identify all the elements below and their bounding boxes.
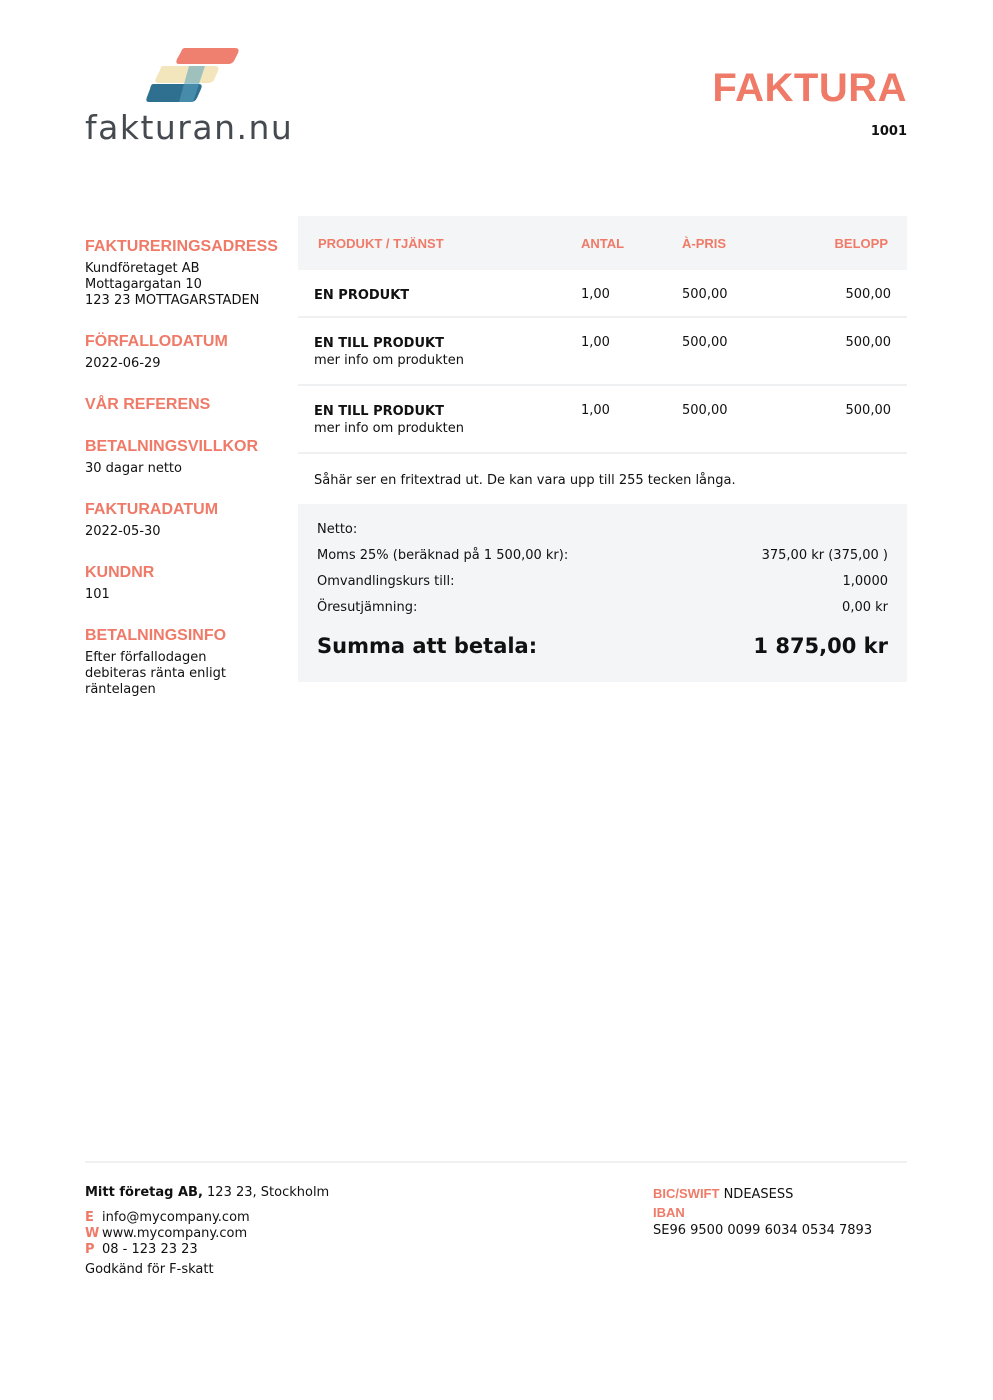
table-row bbox=[298, 386, 907, 454]
document-title: FAKTURA bbox=[712, 66, 907, 110]
info-our-reference bbox=[85, 396, 285, 414]
row-quantity: 1,00 bbox=[581, 335, 610, 350]
email-value[interactable]: info@mycompany.com bbox=[102, 1210, 250, 1225]
product-description: mer info om produkten bbox=[314, 421, 465, 436]
row-amount: 500,00 bbox=[845, 403, 891, 418]
info-value: 30 dagar netto bbox=[85, 461, 182, 476]
info-payment-info bbox=[85, 627, 285, 698]
row-quantity: 1,00 bbox=[581, 287, 610, 302]
bic-value: NDEASESS bbox=[723, 1187, 794, 1202]
total-label: Netto: bbox=[317, 522, 358, 537]
bic-label: BIC/SWIFT bbox=[653, 1186, 720, 1201]
info-value: debiteras ränta enligt bbox=[85, 666, 226, 681]
total-value: 0,00 kr bbox=[842, 600, 888, 615]
fakturan-logo-icon bbox=[145, 44, 240, 106]
row-unit-price: 500,00 bbox=[682, 403, 728, 418]
iban-value: SE96 9500 0099 6034 0534 7893 bbox=[653, 1223, 873, 1238]
totals-box bbox=[298, 504, 907, 682]
header-product: PRODUKT / TJÄNST bbox=[318, 236, 444, 251]
info-due-date bbox=[85, 333, 285, 372]
info-value: räntelagen bbox=[85, 682, 156, 697]
info-value: Kundföretaget AB bbox=[85, 261, 200, 276]
total-row-exchange-rate bbox=[317, 574, 888, 592]
info-label: VÅR REFERENS bbox=[85, 396, 211, 413]
total-label: Omvandlingskurs till: bbox=[317, 574, 455, 589]
header-unit-price: À-PRIS bbox=[682, 236, 727, 251]
company-name: Mitt företag AB, bbox=[85, 1185, 203, 1200]
product-name: EN TILL PRODUKT bbox=[314, 336, 444, 351]
total-value: 375,00 kr (375,00 ) bbox=[761, 548, 888, 563]
product-name: EN PRODUKT bbox=[314, 288, 410, 303]
footer-divider bbox=[85, 1161, 907, 1163]
tax-note: Godkänd för F-skatt bbox=[85, 1262, 214, 1277]
total-row-rounding bbox=[317, 600, 888, 618]
web-value[interactable]: www.mycompany.com bbox=[102, 1226, 248, 1241]
info-value: 2022-05-30 bbox=[85, 524, 161, 539]
total-label: Öresutjämning: bbox=[317, 600, 418, 615]
total-row-vat bbox=[317, 548, 888, 566]
contact-web bbox=[85, 1226, 329, 1242]
info-label: FÖRFALLODATUM bbox=[85, 333, 228, 350]
info-value: Efter förfallodagen bbox=[85, 650, 207, 665]
info-customer-number bbox=[85, 564, 285, 603]
grand-total-value: 1 875,00 kr bbox=[753, 634, 888, 658]
company-logo bbox=[85, 44, 294, 154]
grand-total-label: Summa att betala: bbox=[317, 634, 538, 658]
contact-key: P bbox=[85, 1242, 95, 1257]
row-amount: 500,00 bbox=[845, 335, 891, 350]
invoice-number: 1001 bbox=[870, 124, 907, 139]
info-value: Mottagargatan 10 bbox=[85, 277, 202, 292]
company-address: 123 23, Stockholm bbox=[202, 1185, 330, 1200]
info-label: KUNDNR bbox=[85, 564, 155, 581]
row-amount: 500,00 bbox=[845, 287, 891, 302]
row-product bbox=[314, 287, 409, 304]
contact-key: W bbox=[85, 1226, 100, 1241]
contact-email bbox=[85, 1210, 329, 1226]
info-label: BETALNINGSVILLKOR bbox=[85, 438, 259, 455]
invoice-info bbox=[85, 238, 285, 722]
row-unit-price: 500,00 bbox=[682, 335, 728, 350]
info-value: 101 bbox=[85, 587, 110, 602]
contact-key: E bbox=[85, 1210, 94, 1225]
info-payment-terms bbox=[85, 438, 285, 477]
product-description: mer info om produkten bbox=[314, 353, 465, 368]
table-row bbox=[298, 270, 907, 318]
row-unit-price: 500,00 bbox=[682, 287, 728, 302]
logo-wordmark: fakturan.nu bbox=[85, 108, 294, 147]
table-row bbox=[298, 318, 907, 386]
product-name: EN TILL PRODUKT bbox=[314, 404, 444, 419]
info-invoice-date bbox=[85, 501, 285, 540]
header-amount: BELOPP bbox=[834, 236, 888, 251]
total-row-net bbox=[317, 522, 888, 540]
contact-phone bbox=[85, 1242, 329, 1258]
row-product bbox=[314, 403, 464, 437]
footer-bank bbox=[653, 1185, 872, 1240]
info-label: FAKTURERINGSADRESS bbox=[85, 238, 278, 255]
phone-value: 08 - 123 23 23 bbox=[102, 1242, 198, 1257]
row-quantity: 1,00 bbox=[581, 403, 610, 418]
free-text-row bbox=[298, 454, 907, 504]
table-header bbox=[298, 216, 907, 270]
total-value: 1,0000 bbox=[842, 574, 888, 589]
bic-line bbox=[653, 1185, 872, 1204]
invoice-items-table bbox=[298, 216, 907, 682]
info-label: BETALNINGSINFO bbox=[85, 627, 227, 644]
row-product bbox=[314, 335, 464, 369]
company-line bbox=[85, 1185, 329, 1200]
total-label: Moms 25% (beräknad på 1 500,00 kr): bbox=[317, 548, 569, 563]
header-quantity: ANTAL bbox=[581, 236, 625, 251]
iban-label: IBAN bbox=[653, 1205, 685, 1220]
info-label: FAKTURADATUM bbox=[85, 501, 219, 518]
footer-company bbox=[85, 1185, 329, 1277]
info-value: 123 23 MOTTAGARSTADEN bbox=[85, 293, 260, 308]
info-value: 2022-06-29 bbox=[85, 356, 161, 371]
info-billing-address bbox=[85, 238, 285, 309]
free-text: Såhär ser en fritextrad ut. De kan vara upp till 255 tecken långa. bbox=[314, 473, 736, 488]
